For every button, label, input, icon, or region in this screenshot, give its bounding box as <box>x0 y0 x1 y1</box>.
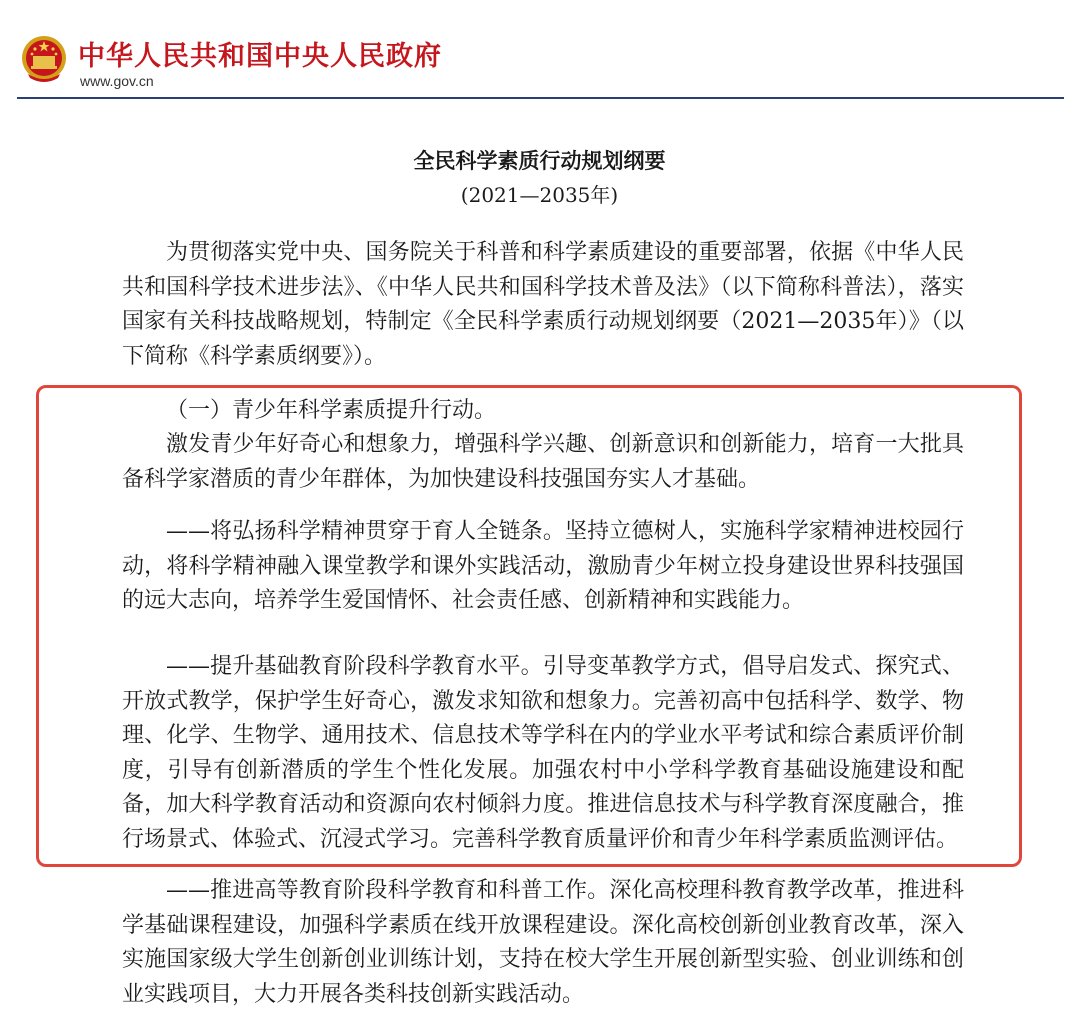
site-header <box>0 0 1079 100</box>
highlight-box <box>36 385 1022 867</box>
section-item: ——将弘扬科学精神贯穿于育人全链条。坚持立德树人，实施科学家精神进校园行动，将科学精神融入课堂教学和课外实践活动，激励青少年树立投身建设世界科技强国的远大志向，培养学生爱国情怀、社会责任感、创新精神和实践能力。 <box>122 519 964 613</box>
site-title[interactable]: 中华人民共和国中央人民政府 <box>78 41 442 72</box>
document-subtitle: (2021—2035年) <box>460 183 619 207</box>
section-summary: 激发青少年好奇心和想象力，增强科学兴趣、创新意识和创新能力，培育一大批具备科学家潜质的青少年群体，为加快建设科技强国夯实人才基础。 <box>122 432 964 492</box>
document-title: 全民科学素质行动规划纲要 <box>413 149 666 173</box>
header-divider <box>17 97 1064 99</box>
site-url[interactable]: www.gov.cn <box>80 73 154 89</box>
intro-paragraph: 为贯彻落实党中央、国务院关于科普和科学素质建设的重要部署，依据《中华人民共和国科学技术进步法》、《中华人民共和国科学技术普及法》（以下简称科普法），落实国家有关科技战略规划，特制定《全民科学素质行动规划纲要（2021—2035年）》（以下简称《科学素质纲要》）。 <box>122 240 964 369</box>
section-item: ——提升基础教育阶段科学教育水平。引导变革教学方式，倡导启发式、探究式、开放式教学，保护学生好奇心，激发求知欲和想象力。完善初高中包括科学、数学、物理、化学、生物学、通用技术、信息技术等学科在内的学业水平考试和综合素质评价制度，引导有创新潜质的学生个性化发展。加强农村中小学科学教育基础设施建设和配备，加大科学教育活动和资源向农村倾斜力度。推进信息技术与科学教育深度融合，推行场景式、体验式、沉浸式学习。完善科学教育质量评价和青少年科学素质监测评估。 <box>122 654 964 852</box>
national-emblem-icon <box>20 34 68 84</box>
section-heading: （一）青少年科学素质提升行动。 <box>166 398 497 423</box>
section-item: ——推进高等教育阶段科学教育和科普工作。深化高校理科教育教学改革，推进科学基础课程建设，加强科学素质在线开放课程建设。深化高校创新创业教育改革，深入实施国家级大学生创新创业训练计划，支持在校大学生开展创新型实验、创业训练和创业实践项目，大力开展各类科技创新实践活动。 <box>122 878 964 1007</box>
